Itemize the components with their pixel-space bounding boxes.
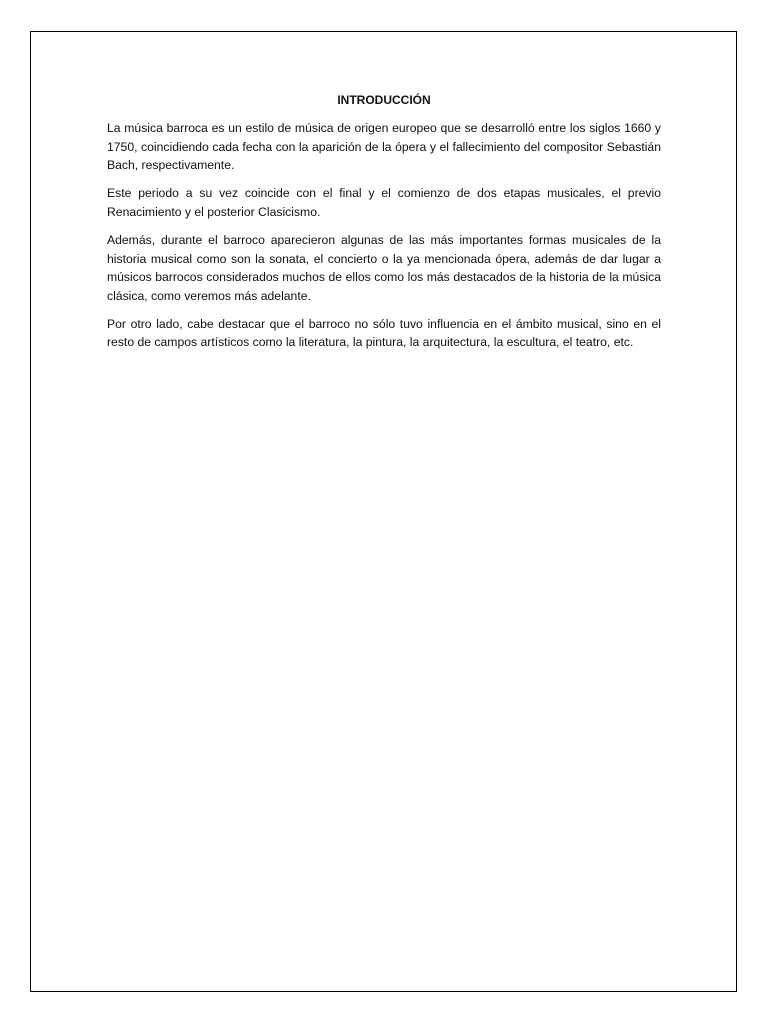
paragraph-1: La música barroca es un estilo de música de origen europeo que se desarrolló entre los siglos 1660 y 1750, coincidiendo cada fecha con la aparición de la ópera y el fallecimiento del compositor Sebastián Bach, respectivamente.	[107, 121, 661, 173]
document-body	[107, 92, 661, 362]
paragraph-3: Además, durante el barroco aparecieron algunas de las más importantes formas musicales de la historia musical como son la sonata, el concierto o la ya mencionada ópera, además de dar lugar a músicos barrocos considerados muchos de ellos como los más destacados de la historia de la música clásica, como veremos más adelante.	[107, 232, 661, 303]
paragraph-2: Este periodo a su vez coincide con el final y el comienzo de dos etapas musicales, el previo Renacimiento y el posterior Clasicismo.	[107, 186, 661, 219]
document-title: INTRODUCCIÓN	[337, 93, 431, 107]
paragraph-4: Por otro lado, cabe destacar que el barroco no sólo tuvo influencia en el ámbito musical, sino en el resto de campos artísticos como la literatura, la pintura, la arquitectura, la escultura, el teatro, etc.	[107, 316, 661, 350]
